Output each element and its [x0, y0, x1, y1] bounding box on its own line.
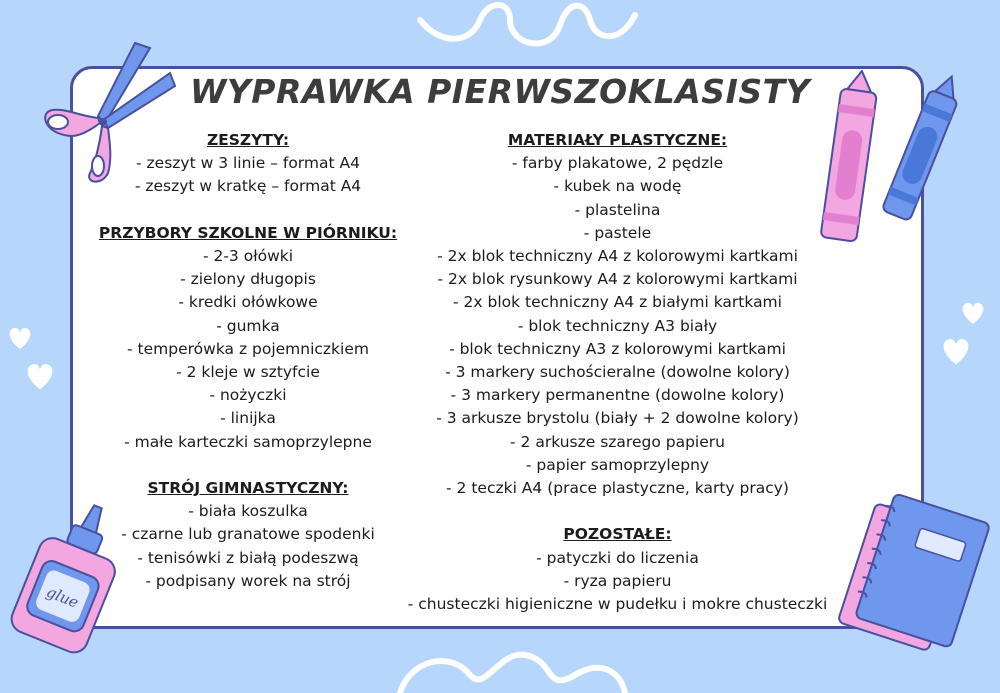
list-item: - 2 arkusze szarego papieru [510, 432, 725, 451]
heart-icon [958, 297, 988, 327]
heart-icon [938, 330, 974, 370]
section-stroj [98, 477, 398, 593]
list-item: - chusteczki higieniczne w pudełku i mokre chusteczki [407, 595, 828, 614]
list-item: - nożyczki [209, 386, 287, 405]
list-item: - 2 teczki A4 (prace plastyczne, karty pracy) [446, 479, 789, 498]
list-item: - 3 markery suchościeralne (dowolne kolory) [445, 363, 790, 382]
heart-icon [5, 322, 35, 352]
section-heading: STRÓJ GIMNASTYCZNY: [147, 479, 349, 498]
list-item: - kredki ołówkowe [178, 293, 318, 312]
list-item: - małe karteczki samoprzylepne [124, 432, 372, 451]
list-item: - tenisówki z białą podeszwą [137, 548, 359, 567]
section-przybory [98, 222, 398, 454]
list-item: - kubek na wodę [553, 177, 682, 196]
list-item: - blok techniczny A3 biały [517, 316, 718, 335]
page-title: WYPRAWKA PIERWSZOKLASISTY [189, 72, 811, 111]
swirl-bottom-decoration [390, 630, 630, 693]
list-item: - 2x blok techniczny A4 z kolorowymi kartkami [437, 247, 798, 266]
section-heading: POZOSTAŁE: [563, 525, 672, 544]
list-item: - farby plakatowe, 2 pędzle [511, 154, 724, 173]
section-materialy [405, 129, 830, 500]
list-item: - 2 kleje w sztyfcie [176, 363, 320, 382]
list-item: - zeszyt w kratkę – format A4 [134, 177, 362, 196]
section-zeszyty [98, 129, 398, 199]
section-heading: MATERIAŁY PLASTYCZNE: [507, 131, 728, 149]
list-item: - linijka [220, 409, 276, 428]
list-item: - temperówka z pojemniczkiem [127, 339, 369, 358]
list-item: - gumka [216, 316, 280, 335]
list-item: - plastelina [574, 200, 661, 219]
list-item: - 2x blok rysunkowy A4 z kolorowymi kartkami [437, 270, 798, 289]
list-item: - patyczki do liczenia [536, 548, 699, 567]
list-item: - pastele [583, 223, 652, 242]
list-item: - zielony długopis [180, 270, 316, 289]
list-item: - 3 arkusze brystolu (biały + 2 dowolne kolory) [436, 409, 799, 428]
right-column [405, 129, 830, 639]
list-item: - 2x blok techniczny A4 z białymi kartkami [453, 293, 782, 312]
section-pozostale [405, 523, 830, 616]
list-item: - czarne lub granatowe spodenki [121, 525, 375, 544]
list-item: - 3 markery permanentne (dowolne kolory) [450, 386, 785, 405]
section-heading: ZESZYTY: [206, 131, 290, 149]
list-item: - 2-3 ołówki [202, 247, 294, 265]
list-item: - zeszyt w 3 linie – format A4 [136, 154, 360, 173]
list-item: - podpisany worek na strój [145, 571, 351, 590]
list-item: - ryza papieru [563, 571, 672, 590]
notebooks-icon [825, 492, 995, 662]
list-item: - papier samoprzylepny [525, 455, 710, 474]
list-item: - biała koszulka [188, 502, 308, 521]
glue-label: glue [43, 582, 82, 612]
heart-icon [22, 355, 58, 395]
section-heading: PRZYBORY SZKOLNE W PIÓRNIKU: [98, 223, 398, 242]
left-column [98, 129, 398, 616]
list-item: - blok techniczny A3 z kolorowymi kartkami [449, 339, 786, 358]
swirl-top-decoration [410, 0, 640, 60]
